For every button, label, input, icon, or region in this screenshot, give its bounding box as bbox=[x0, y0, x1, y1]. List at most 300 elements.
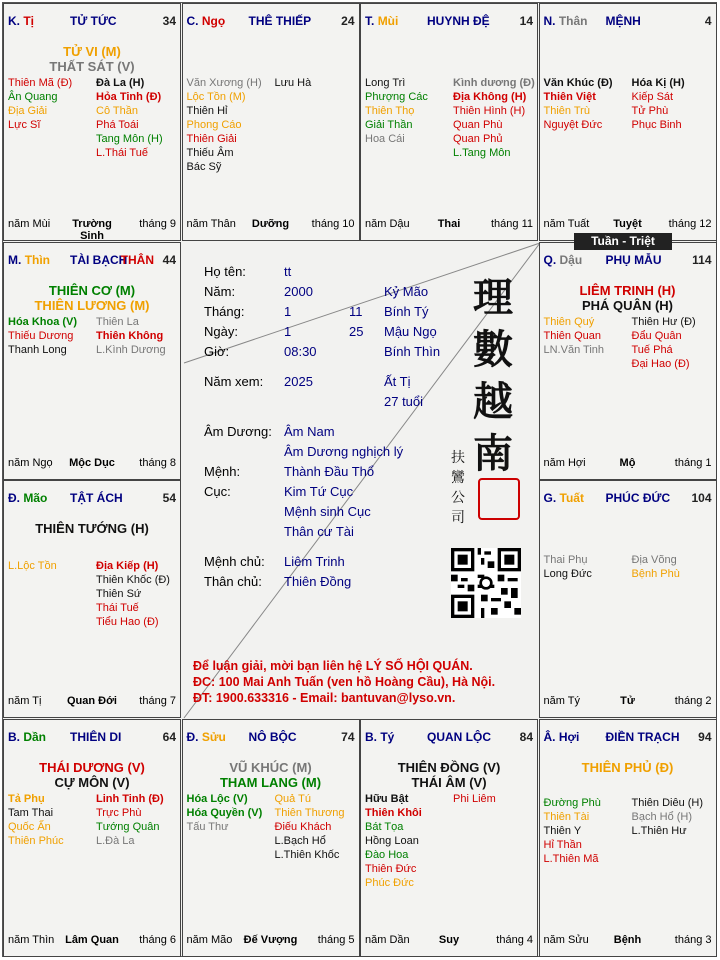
palace-stage: Thai bbox=[437, 218, 461, 230]
palace-header bbox=[8, 14, 176, 30]
palace-footer bbox=[544, 218, 712, 232]
minor-star: Hóa Khoa (V) bbox=[8, 315, 78, 328]
minor-star: Hoa Cái bbox=[365, 133, 405, 145]
palace-number: 24 bbox=[341, 14, 355, 28]
palace-name: TÀI BẠCH bbox=[70, 252, 128, 267]
day-label: Ngày: bbox=[204, 324, 238, 339]
minor-star: Tấu Thư bbox=[186, 820, 229, 833]
minor-stars-right bbox=[632, 553, 680, 581]
minor-star: L.Tang Môn bbox=[453, 147, 511, 159]
logo-char-2: 數 bbox=[473, 326, 513, 373]
palace-branch: Thân bbox=[558, 14, 588, 28]
main-star: TỬ VI (M) bbox=[63, 44, 121, 59]
minor-star: Tử Phù bbox=[631, 105, 669, 117]
minor-star: Hóa Kị (H) bbox=[631, 77, 685, 89]
palace-header bbox=[8, 253, 176, 269]
minor-star: Hỏa Tinh (Đ) bbox=[96, 91, 162, 103]
logo-small-3: 公 bbox=[451, 490, 465, 506]
minor-star: Thiên Giải bbox=[186, 133, 237, 145]
palace-stage: Mộ bbox=[619, 456, 636, 469]
palace-branch: Sửu bbox=[201, 729, 226, 744]
palace-month: tháng 11 bbox=[490, 218, 533, 230]
main-star: PHÁ QUÂN (H) bbox=[582, 297, 673, 313]
palace-number: 64 bbox=[162, 729, 176, 744]
palace-year: năm Ngọ bbox=[8, 456, 53, 469]
minor-stars-left bbox=[187, 76, 262, 174]
main-star: THIÊN TƯỚNG (H) bbox=[35, 521, 149, 536]
palace-name: THÊ THIẾP bbox=[248, 14, 312, 28]
minor-star: Văn Khúc (Đ) bbox=[543, 77, 613, 89]
tuan-triet-badge: Tuần - Triệt bbox=[574, 233, 672, 250]
palace-footer bbox=[365, 218, 533, 232]
palace-position: Q. Dậu bbox=[543, 252, 583, 267]
minor-stars-right bbox=[632, 796, 704, 838]
palace-position: B. Dần bbox=[8, 729, 47, 744]
amduong-value: Âm Nam bbox=[284, 424, 335, 439]
logo-small-1: 扶 bbox=[451, 450, 465, 466]
palace-header bbox=[8, 730, 176, 746]
view-can: Ất Tị bbox=[384, 374, 411, 389]
palace-hoi[interactable] bbox=[539, 719, 717, 957]
minor-stars-right bbox=[275, 76, 312, 90]
palace-branch: Tuất bbox=[559, 491, 584, 505]
hour-label: Giờ: bbox=[204, 344, 230, 359]
palace-position: T. Mùi bbox=[365, 14, 399, 28]
ly-so-logo bbox=[458, 272, 528, 480]
minor-star: Lực Sĩ bbox=[8, 119, 41, 131]
minor-star: Thiên Thọ bbox=[365, 105, 415, 117]
palace-number: 4 bbox=[704, 14, 712, 28]
palace-ti[interactable] bbox=[3, 3, 181, 241]
minor-star: L.Lộc Tồn bbox=[8, 560, 57, 572]
palace-month: tháng 1 bbox=[674, 456, 712, 469]
palace-number: 114 bbox=[692, 252, 712, 267]
minor-stars-right bbox=[96, 315, 166, 357]
minor-stars-left bbox=[8, 792, 64, 848]
palace-number: 34 bbox=[162, 14, 176, 28]
palace-month: tháng 7 bbox=[139, 695, 176, 707]
minor-star: Bệnh Phù bbox=[631, 568, 680, 580]
minor-star: Thiên Trù bbox=[543, 105, 590, 117]
main-star: THAM LANG (M) bbox=[219, 774, 322, 790]
minor-star: Trực Phù bbox=[96, 806, 142, 819]
palace-position: N. Thân bbox=[543, 14, 588, 28]
minor-star: Tam Thai bbox=[8, 806, 54, 819]
minor-star: Địa Võng bbox=[631, 554, 677, 566]
minor-star: Thiên Hư (Đ) bbox=[631, 315, 696, 328]
palace-header bbox=[544, 253, 712, 269]
minor-star: Thái Tuế bbox=[96, 602, 139, 614]
palace-month: tháng 8 bbox=[139, 456, 176, 469]
palace-year: năm Dậu bbox=[365, 218, 410, 230]
minor-star: Thiên Không bbox=[96, 329, 164, 342]
palace-name: PHỤ MẪU bbox=[605, 252, 662, 267]
palace-branch: Ngọ bbox=[201, 14, 226, 28]
minor-stars-right bbox=[275, 792, 345, 862]
palace-stage: Đế Vượng bbox=[243, 933, 298, 946]
palace-month: tháng 10 bbox=[311, 218, 355, 230]
palace-position: Đ. Sửu bbox=[186, 729, 226, 744]
minor-star: Đẩu Quân bbox=[631, 329, 682, 342]
palace-year: năm Tuất bbox=[543, 218, 590, 230]
palace-position: M. Thìn bbox=[8, 252, 51, 267]
minor-star: Phi Liêm bbox=[453, 792, 496, 805]
contact-line-3: ĐT: 1900.633316 - Email: bantuvan@lyso.vn. bbox=[193, 691, 456, 705]
year-lunar: Kỷ Mão bbox=[384, 284, 429, 299]
amduong-label: Âm Dương: bbox=[204, 424, 272, 439]
logo-small-4: 司 bbox=[451, 510, 465, 526]
minor-star: Đào Hoa bbox=[365, 848, 409, 861]
minor-star: Thiếu Âm bbox=[186, 147, 234, 159]
palace-number: 104 bbox=[691, 491, 712, 505]
minor-star: L.Bạch Hổ bbox=[274, 834, 326, 847]
palace-suu[interactable] bbox=[182, 719, 360, 957]
minor-stars-left bbox=[8, 315, 77, 357]
palace-mao[interactable] bbox=[3, 480, 181, 718]
minor-star: Thiên Diêu (H) bbox=[631, 796, 704, 809]
palace-than[interactable] bbox=[539, 3, 717, 241]
logo-small-text bbox=[449, 448, 467, 528]
month-lunar: 11 bbox=[349, 304, 363, 319]
palace-name: HUYNH ĐỆ bbox=[427, 14, 490, 28]
palace-header bbox=[187, 730, 355, 746]
palace-branch: Tý bbox=[380, 729, 395, 744]
palace-footer bbox=[8, 695, 176, 709]
minor-stars-left bbox=[365, 76, 428, 146]
minor-star: Thanh Long bbox=[8, 343, 67, 356]
minor-star: Cô Thần bbox=[96, 105, 138, 117]
palace-month: tháng 2 bbox=[674, 695, 712, 707]
minor-star: Phá Toái bbox=[96, 119, 139, 131]
hour-value: 08:30 bbox=[284, 344, 317, 359]
palace-year: năm Sửu bbox=[543, 933, 589, 946]
minor-star: Quả Tú bbox=[274, 792, 311, 805]
palace-footer bbox=[187, 934, 355, 948]
menhchu-value: Liêm Trinh bbox=[284, 554, 345, 569]
minor-stars-left bbox=[544, 796, 601, 866]
minor-star: Tang Môn (H) bbox=[96, 133, 163, 145]
minor-star: Tướng Quân bbox=[96, 820, 160, 833]
palace-month: tháng 4 bbox=[496, 933, 533, 946]
minor-star: L.Đà La bbox=[96, 834, 135, 847]
main-star: LIÊM TRINH (H) bbox=[579, 282, 676, 298]
minor-stars-left bbox=[8, 76, 72, 132]
minor-stars-right bbox=[453, 792, 496, 806]
minor-star: Hỉ Thần bbox=[543, 838, 582, 851]
minor-stars-right bbox=[96, 76, 163, 160]
palace-year: năm Tý bbox=[543, 695, 580, 707]
palace-position: B. Tý bbox=[365, 729, 395, 744]
palace-footer bbox=[8, 218, 176, 241]
day-solar: 1 bbox=[284, 324, 292, 339]
minor-star: Bác Sỹ bbox=[186, 161, 222, 173]
palace-dan[interactable] bbox=[3, 719, 181, 957]
palace-year: năm Thìn bbox=[8, 933, 55, 946]
month-solar: 1 bbox=[284, 304, 292, 319]
palace-month: tháng 5 bbox=[317, 933, 355, 946]
palace-month: tháng 6 bbox=[139, 933, 176, 946]
minor-stars-right bbox=[96, 792, 164, 848]
main-star: VŨ KHÚC (M) bbox=[229, 759, 312, 775]
minor-star: Lưu Hà bbox=[274, 77, 312, 89]
palace-stage: Suy bbox=[438, 933, 460, 946]
palace-branch: Dần bbox=[23, 729, 47, 744]
palace-header bbox=[365, 14, 533, 30]
logo-char-4: 南 bbox=[473, 430, 513, 477]
than-cu: Thân cư Tài bbox=[284, 524, 354, 539]
minor-star: L.Thiên Mã bbox=[543, 852, 599, 865]
minor-star: Thiên Khốc (Đ) bbox=[96, 574, 170, 586]
minor-star: Thiên Thương bbox=[274, 806, 345, 819]
hour-can: Bính Thìn bbox=[384, 344, 441, 359]
palace-header bbox=[544, 491, 712, 507]
palace-ty[interactable] bbox=[360, 719, 538, 957]
minor-star: Địa Giải bbox=[8, 105, 48, 117]
minor-star: L.Thiên Khốc bbox=[274, 848, 340, 861]
minor-star: Nguyệt Đức bbox=[543, 119, 603, 131]
minor-star: Địa Không (H) bbox=[453, 91, 527, 103]
main-star: THIÊN PHỦ (Đ) bbox=[581, 759, 674, 775]
palace-year: năm Tị bbox=[8, 695, 42, 707]
palace-name: QUAN LỘC bbox=[427, 729, 491, 744]
palace-header bbox=[365, 730, 533, 746]
contact-info bbox=[193, 658, 495, 706]
logo-seal bbox=[478, 478, 520, 520]
palace-number: 14 bbox=[519, 14, 533, 28]
minor-star: Thiên Quý bbox=[543, 315, 595, 328]
minor-star: LN.Văn Tinh bbox=[543, 343, 605, 356]
palace-branch: Hợi bbox=[558, 729, 580, 744]
palace-header bbox=[8, 491, 176, 507]
menh-label: Mệnh: bbox=[204, 464, 241, 479]
palace-stage: Tuyệt bbox=[613, 218, 642, 230]
minor-star: Thiên Hỉ bbox=[186, 105, 228, 117]
logo-char-1: 理 bbox=[473, 274, 513, 321]
palace-dau[interactable] bbox=[539, 242, 717, 480]
minor-star: Phong Cáo bbox=[186, 119, 242, 131]
than-marker: THÂN bbox=[120, 252, 154, 267]
view-label: Năm xem: bbox=[204, 374, 264, 389]
amduong-note: Âm Dương nghịch lý bbox=[284, 444, 404, 459]
palace-footer bbox=[8, 457, 176, 471]
minor-star: Phượng Các bbox=[365, 91, 428, 103]
minor-star: Thiên Đức bbox=[365, 862, 417, 875]
palace-stage: Lâm Quan bbox=[65, 933, 119, 946]
minor-star: Đại Hao (Đ) bbox=[631, 357, 690, 370]
palace-header bbox=[544, 730, 712, 746]
palace-branch: Mão bbox=[23, 491, 48, 505]
palace-footer bbox=[544, 934, 712, 948]
palace-number: 54 bbox=[162, 491, 176, 505]
cuc-label: Cục: bbox=[204, 484, 231, 499]
main-stars bbox=[4, 283, 180, 313]
minor-star: Địa Kiếp (H) bbox=[96, 560, 159, 572]
minor-stars-left bbox=[544, 315, 605, 357]
minor-star: Long Đức bbox=[543, 568, 592, 580]
main-stars bbox=[540, 283, 716, 313]
minor-star: Tiểu Hao (Đ) bbox=[96, 616, 159, 628]
contact-line-2: ĐC: 100 Mai Anh Tuấn (ven hồ Hoàng Cầu), Hà Nội. bbox=[193, 675, 496, 689]
minor-stars-left bbox=[544, 553, 592, 581]
palace-ngo[interactable] bbox=[182, 3, 360, 241]
palace-stage: Tử bbox=[620, 695, 635, 707]
minor-stars-left bbox=[187, 792, 263, 834]
palace-position: K. Tị bbox=[8, 14, 35, 28]
palace-branch: Mùi bbox=[377, 14, 399, 28]
minor-star: Hóa Quyền (V) bbox=[186, 806, 263, 819]
minor-stars-right bbox=[632, 76, 685, 132]
palace-number: 74 bbox=[341, 729, 355, 744]
palace-header bbox=[187, 14, 355, 30]
palace-stage: Bệnh bbox=[613, 933, 642, 946]
minor-star: Thiên Quan bbox=[543, 329, 601, 342]
palace-footer bbox=[8, 934, 176, 948]
minor-star: Hóa Lộc (V) bbox=[186, 792, 248, 805]
palace-name: NÔ BỘC bbox=[248, 729, 297, 744]
palace-name: TỬ TỨC bbox=[70, 14, 117, 28]
minor-star: Thiên Sứ bbox=[96, 588, 142, 600]
minor-star: Thai Phụ bbox=[543, 554, 588, 566]
palace-footer bbox=[365, 934, 533, 948]
palace-number: 84 bbox=[519, 729, 533, 744]
palace-footer bbox=[544, 695, 712, 709]
palace-year: năm Mùi bbox=[8, 218, 51, 230]
palace-branch: Thìn bbox=[24, 252, 51, 267]
minor-star: Tả Phụ bbox=[8, 792, 45, 805]
menhchu-label: Mệnh chủ: bbox=[204, 554, 265, 569]
palace-year: năm Dần bbox=[365, 933, 410, 946]
minor-star: Thiên Y bbox=[543, 824, 582, 837]
palace-thin[interactable] bbox=[3, 242, 181, 480]
palace-stage: Quan Đới bbox=[67, 695, 117, 707]
main-stars bbox=[540, 760, 716, 775]
palace-year: năm Thân bbox=[186, 218, 236, 230]
minor-stars-right bbox=[632, 315, 696, 371]
main-star: THIÊN ĐỒNG (V) bbox=[397, 759, 501, 775]
palace-position: C. Ngọ bbox=[186, 14, 226, 28]
palace-branch: Tị bbox=[23, 14, 35, 28]
palace-name: PHÚC ĐỨC bbox=[605, 491, 671, 505]
minor-stars-right bbox=[96, 559, 170, 629]
view-year: 2025 bbox=[284, 374, 313, 389]
minor-star: Phục Binh bbox=[631, 119, 682, 131]
palace-position: Đ. Mão bbox=[8, 491, 48, 505]
palace-stage: Trường Sinh bbox=[72, 218, 112, 241]
palace-number: 94 bbox=[698, 729, 712, 744]
minor-star: Đà La (H) bbox=[96, 77, 145, 89]
minor-star: Bạch Hổ (H) bbox=[631, 810, 693, 823]
minor-star: Hữu Bật bbox=[365, 792, 409, 805]
minor-star: Thiên Tài bbox=[543, 810, 590, 823]
minor-star: Quan Phù bbox=[453, 119, 503, 131]
minor-star: Linh Tinh (Đ) bbox=[96, 792, 164, 805]
minor-star: Văn Xương (H) bbox=[186, 77, 262, 89]
day-can: Mậu Ngọ bbox=[384, 324, 437, 339]
minor-star: Thiên Việt bbox=[543, 91, 596, 103]
minor-star: Quốc Ấn bbox=[8, 820, 51, 833]
palace-name: THIÊN DI bbox=[70, 729, 122, 744]
minor-star: Thiên Hình (H) bbox=[453, 105, 526, 117]
palace-name: MỆNH bbox=[605, 14, 641, 28]
minor-star: L.Thái Tuế bbox=[96, 147, 148, 159]
palace-branch: Dậu bbox=[559, 252, 583, 267]
logo-char-3: 越 bbox=[473, 378, 513, 425]
minor-stars-right bbox=[453, 76, 535, 160]
menh-value: Thành Đầu Thổ bbox=[284, 464, 375, 479]
minor-star: Lộc Tồn (M) bbox=[186, 91, 246, 103]
name-label: Họ tên: bbox=[204, 264, 246, 279]
palace-position: G. Tuất bbox=[543, 491, 584, 505]
palace-stage: Dưỡng bbox=[251, 218, 290, 230]
palace-number: 44 bbox=[162, 252, 176, 267]
month-label: Tháng: bbox=[204, 304, 245, 319]
minor-star: Bát Tọa bbox=[365, 820, 404, 833]
minor-star: Thiên La bbox=[96, 315, 139, 328]
palace-header bbox=[544, 14, 712, 30]
minor-star: Ân Quang bbox=[8, 91, 58, 103]
palace-footer bbox=[544, 457, 712, 471]
age: 27 tuổi bbox=[384, 394, 424, 409]
minor-star: Quan Phủ bbox=[453, 133, 503, 145]
minor-star: Thiên Mã (Đ) bbox=[8, 77, 73, 89]
contact-line-1: Để luận giải, mời bạn liên hệ LÝ SỐ HỘI QUÁN. bbox=[193, 659, 473, 673]
minor-stars-left bbox=[8, 559, 57, 573]
minor-stars-left bbox=[365, 792, 422, 890]
day-lunar: 25 bbox=[349, 324, 364, 339]
palace-name: ĐIỀN TRẠCH bbox=[605, 729, 680, 744]
qr-code-icon bbox=[451, 548, 521, 618]
main-star: THẤT SÁT (V) bbox=[49, 59, 135, 74]
minor-star: Long Trì bbox=[365, 77, 406, 89]
minor-star: Thiên Khôi bbox=[365, 806, 422, 819]
thanchu-value: Thiên Đồng bbox=[284, 574, 352, 589]
minor-stars-left bbox=[544, 76, 613, 132]
palace-mui[interactable] bbox=[360, 3, 538, 241]
main-star: CỰ MÔN (V) bbox=[54, 774, 130, 790]
main-stars bbox=[4, 760, 180, 790]
palace-stage: Mộc Dục bbox=[69, 456, 115, 469]
main-star: THÁI DƯƠNG (V) bbox=[39, 759, 145, 775]
minor-star: Thiếu Dương bbox=[8, 329, 74, 342]
minor-star: Điếu Khách bbox=[274, 820, 332, 833]
palace-month: tháng 9 bbox=[139, 218, 176, 230]
minor-star: Phúc Đức bbox=[365, 876, 414, 889]
minor-star: L.Thiên Hư bbox=[631, 824, 687, 837]
cuc-value: Kim Tứ Cục bbox=[284, 484, 354, 499]
thanchu-label: Thân chủ: bbox=[204, 574, 262, 589]
palace-year: năm Hợi bbox=[543, 456, 586, 469]
palace-name: TẬT ÁCH bbox=[70, 491, 123, 505]
logo-small-2: 鸞 bbox=[451, 470, 465, 486]
palace-month: tháng 12 bbox=[668, 218, 712, 230]
palace-month: tháng 3 bbox=[674, 933, 712, 946]
main-stars bbox=[183, 760, 359, 790]
year-solar: 2000 bbox=[284, 284, 313, 299]
cuc-note: Mệnh sinh Cục bbox=[284, 504, 371, 519]
minor-star: Kình dương (Đ) bbox=[453, 77, 535, 89]
minor-star: Kiếp Sát bbox=[631, 91, 674, 103]
palace-footer bbox=[187, 218, 355, 232]
main-star: THIÊN CƠ (M) bbox=[48, 282, 136, 298]
main-stars bbox=[4, 44, 180, 74]
palace-year: năm Mão bbox=[186, 933, 233, 946]
main-star: THÁI ÂM (V) bbox=[411, 774, 487, 790]
name-value: tt bbox=[284, 264, 292, 279]
main-stars bbox=[4, 521, 180, 536]
month-can: Bính Tý bbox=[384, 304, 429, 319]
minor-star: Tuế Phá bbox=[631, 343, 673, 356]
palace-tuat[interactable] bbox=[539, 480, 717, 718]
